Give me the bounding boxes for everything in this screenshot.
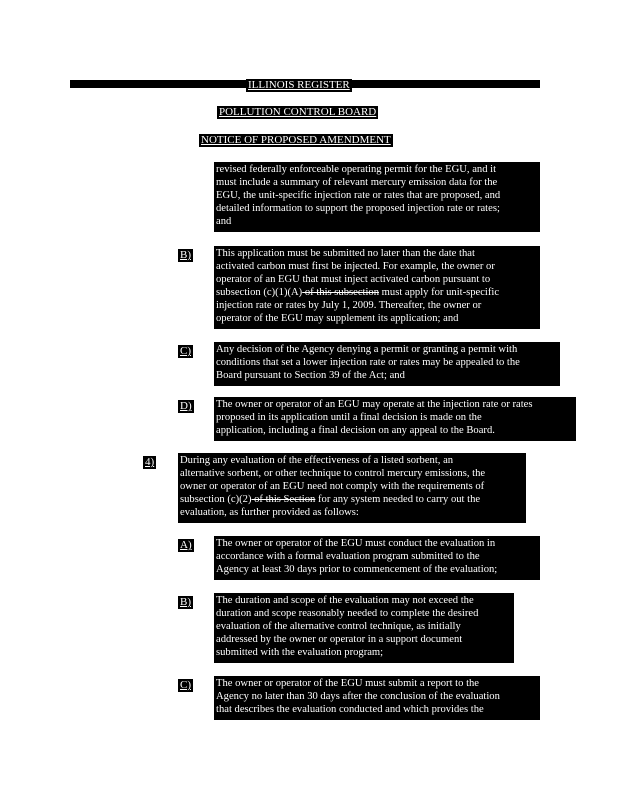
item-3d-label: D) <box>180 400 192 412</box>
text-line: and <box>216 216 232 228</box>
text-line: evaluation of the alternative control technique, as initially <box>216 621 461 633</box>
text-line <box>216 286 538 299</box>
text-line: owner or operator of an EGU need not comply with the requirements of <box>180 481 485 493</box>
text-line: Any decision of the Agency denying a permit or granting a permit with <box>216 344 518 355</box>
text-line: evaluation, as further provided as follows: <box>180 507 359 519</box>
text-line: Board pursuant to Section 39 of the Act; and <box>216 370 405 382</box>
register-title: ILLINOIS REGISTER <box>248 79 350 91</box>
struck-text: of this Section <box>251 494 316 506</box>
text-line: detailed information to support the proposed injection rate or rates; <box>216 203 500 215</box>
text-line: The owner or operator of the EGU must submit a report to the <box>216 678 480 689</box>
text-segment: for any system needed to carry out the <box>315 494 481 506</box>
text-line: revised federally enforceable operating permit for the EGU, and it <box>216 164 497 175</box>
item-4-label: 4) <box>145 456 155 468</box>
text-line: alternative sorbent, or other technique to control mercury emissions, the <box>180 468 486 480</box>
text-line: injection rate or rates by July 1, 2009. Thereafter, the owner or <box>216 300 482 312</box>
text-segment: must apply for unit-specific <box>379 287 500 299</box>
text-line: The owner or operator of an EGU may operate at the injection rate or rates <box>216 399 533 410</box>
text-line: The duration and scope of the evaluation may not exceed the <box>216 595 474 606</box>
item-3b-label: B) <box>180 249 191 261</box>
item-4-text <box>178 453 526 523</box>
text-line: conditions that set a lower injection rate or rates may be appealed to the <box>216 357 520 369</box>
text-line: Agency at least 30 days prior to commencement of the evaluation; <box>216 564 498 576</box>
text-line: that describes the evaluation conducted and which provides the <box>216 704 484 716</box>
text-line: accordance with a formal evaluation program submitted to the <box>216 551 480 563</box>
item-3b-text <box>214 246 540 329</box>
item-4a-text <box>214 536 540 580</box>
text-line: duration and scope reasonably needed to complete the desired <box>216 608 479 620</box>
text-line: operator of the EGU may supplement its application; and <box>216 313 459 325</box>
board-title: POLLUTION CONTROL BOARD <box>219 106 377 118</box>
text-segment: subsection (c)(2) <box>180 494 252 506</box>
item-4c-text <box>214 676 540 720</box>
notice-title: NOTICE OF PROPOSED AMENDMENT <box>201 134 391 146</box>
text-line: addressed by the owner or operator in a support document <box>216 634 463 646</box>
item-3c-text <box>214 342 560 386</box>
text-line: operator of an EGU that must inject activated carbon pursuant to <box>216 274 491 286</box>
struck-text: of this subsection <box>302 287 380 299</box>
intro-paragraph <box>214 162 540 232</box>
text-line: The owner or operator of the EGU must conduct the evaluation in <box>216 538 496 549</box>
text-line: proposed in its application until a final decision is made on the <box>216 412 482 424</box>
text-line: During any evaluation of the effectiveness of a listed sorbent, an <box>180 455 454 466</box>
item-4b-text <box>214 593 514 663</box>
item-4b-label: B) <box>180 596 191 608</box>
text-line: activated carbon must first be injected. For example, the owner or <box>216 261 495 273</box>
text-line: must include a summary of relevant mercury emission data for the <box>216 177 498 189</box>
text-line: application, including a final decision on any appeal to the Board. <box>216 425 495 437</box>
text-line: Agency no later than 30 days after the conclusion of the evaluation <box>216 691 500 703</box>
text-line: submitted with the evaluation program; <box>216 647 384 659</box>
item-4a-label: A) <box>180 539 192 551</box>
text-segment: subsection (c)(1)(A) <box>216 287 303 299</box>
text-line: EGU, the unit-specific injection rate or rates that are proposed, and <box>216 190 501 202</box>
text-line: This application must be submitted no later than the date that <box>216 248 475 259</box>
text-line <box>180 493 524 506</box>
item-4c-label: C) <box>180 679 191 691</box>
item-3d-text <box>214 397 576 441</box>
item-3c-label: C) <box>180 345 191 357</box>
